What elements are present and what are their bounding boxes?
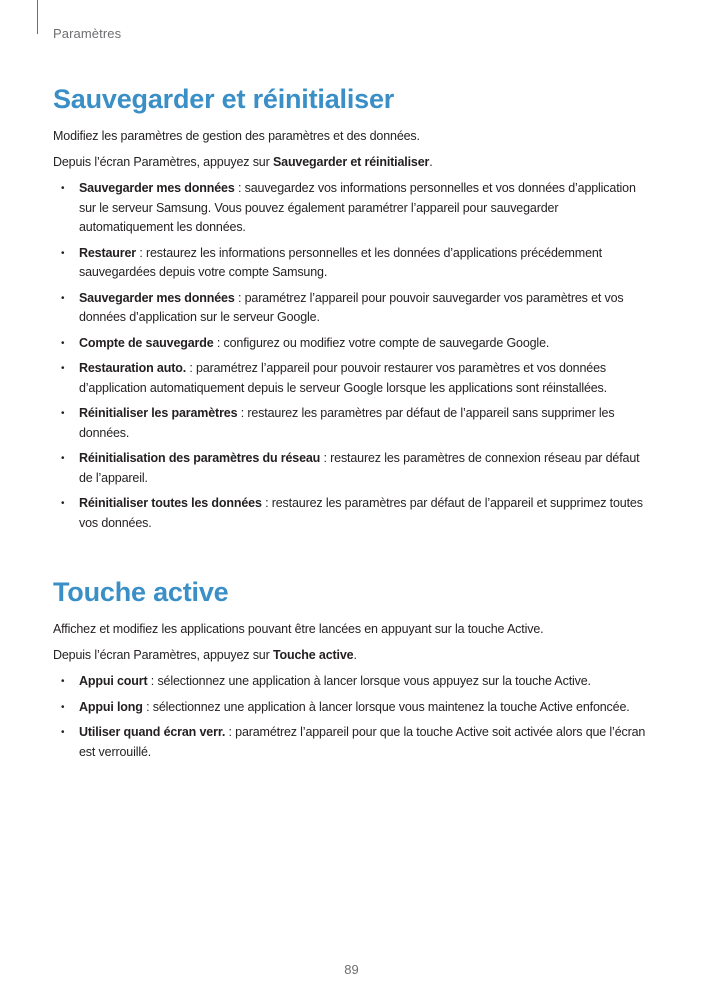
option-term: Restaurer: [79, 245, 137, 260]
list-item: [53, 179, 653, 238]
option-term: Réinitialiser les paramètres: [79, 406, 238, 420]
list-item: [53, 334, 653, 354]
active-key-options-list: [53, 672, 653, 762]
list-item: [53, 289, 653, 328]
bullet-icon: •: [61, 292, 65, 304]
bullet-icon: •: [61, 408, 65, 419]
list-item: [53, 672, 653, 692]
option-term: Restauration auto.: [79, 361, 187, 375]
bullet-icon: •: [61, 676, 65, 687]
section-intro: Affichez et modifiez les applications pouvant être lancées en appuyant sur la touche Active.: [53, 622, 544, 636]
bullet-icon: •: [61, 727, 65, 738]
option-term: Réinitialiser toutes les données: [79, 496, 262, 510]
option-term: Sauvegarder mes données: [79, 290, 235, 305]
option-description: : restaurez les informations personnelles et les données d’applications précédemment sauvegardées depuis votre compte Samsung.: [79, 245, 603, 279]
list-item: [53, 359, 653, 398]
option-description: : paramétrez l’appareil pour pouvoir restaurer vos paramètres et vos données d’application automatiquement depuis le serveur Google lorsque les applications sont réinstallées.: [79, 361, 607, 395]
bullet-icon: •: [61, 363, 65, 374]
path-suffix: .: [353, 648, 357, 662]
section-intro: Modifiez les paramètres de gestion des paramètres et des données.: [53, 129, 420, 143]
bullet-icon: •: [61, 247, 65, 259]
list-item: [53, 244, 653, 283]
option-term: Appui long: [79, 699, 143, 714]
option-description: : sélectionnez une application à lancer lorsque vous appuyez sur la touche Active.: [147, 674, 591, 688]
option-term: Compte de sauvegarde: [79, 335, 214, 350]
option-description: : restaurez les paramètres par défaut de l’appareil sans supprimer les données.: [79, 406, 615, 440]
list-item: [53, 723, 653, 762]
option-term: Réinitialisation des paramètres du réseau: [79, 451, 321, 465]
header-divider: [37, 0, 38, 34]
bullet-icon: •: [61, 453, 65, 464]
option-description: : paramétrez l’appareil pour pouvoir sauvegarder vos paramètres et vos données d’application sur le serveur Google.: [79, 290, 624, 324]
section-title-backup-reset: Sauvegarder et réinitialiser: [53, 84, 395, 114]
option-description: : sélectionnez une application à lancer lorsque vous maintenez la touche Active enfoncée.: [142, 699, 630, 714]
option-term: Sauvegarder mes données: [79, 181, 235, 195]
option-description: : restaurez les paramètres par défaut de l’appareil et supprimez toutes vos données.: [79, 496, 643, 530]
option-description: : sauvegardez vos informations personnelles et vos données d’application sur le serveur Samsung. Vous pouvez également paramétrer l’appareil pour sauvegarder automatiquement les données.: [79, 181, 636, 234]
path-target: Sauvegarder et réinitialiser: [272, 155, 430, 169]
page-number: 89: [344, 962, 359, 977]
option-term: Appui court: [79, 674, 148, 688]
list-item: [53, 698, 653, 718]
backup-options-list: [53, 179, 653, 533]
page-content: [53, 84, 653, 768]
path-prefix: Depuis l’écran Paramètres, appuyez sur: [53, 155, 273, 169]
list-item: [53, 449, 653, 488]
navigation-path: [53, 153, 653, 172]
path-target: Touche active: [272, 648, 354, 662]
navigation-path: [53, 646, 653, 665]
running-header: Paramètres: [53, 26, 122, 41]
section-title-active-key: Touche active: [53, 577, 229, 607]
path-suffix: .: [429, 155, 433, 169]
path-prefix: Depuis l’écran Paramètres, appuyez sur: [53, 648, 273, 662]
list-item: [53, 494, 653, 533]
bullet-icon: •: [61, 498, 65, 509]
option-term: Utiliser quand écran verr.: [79, 725, 226, 739]
option-description: : restaurez les paramètres de connexion réseau par défaut de l’appareil.: [79, 451, 640, 485]
bullet-icon: •: [61, 337, 65, 349]
option-description: : configurez ou modifiez votre compte de sauvegarde Google.: [213, 335, 550, 350]
option-description: : paramétrez l’appareil pour que la touche Active soit activée alors que l’écran est verrouillé.: [79, 725, 646, 759]
bullet-icon: •: [61, 701, 65, 713]
bullet-icon: •: [61, 183, 65, 194]
list-item: [53, 404, 653, 443]
